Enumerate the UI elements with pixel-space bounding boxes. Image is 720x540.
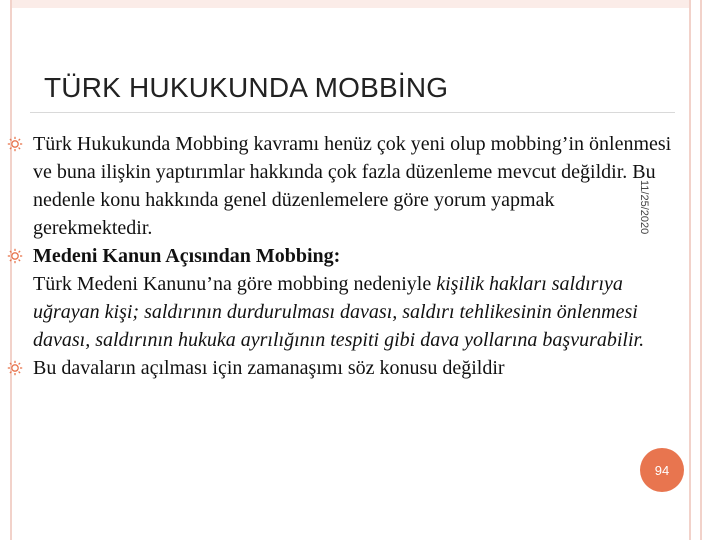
slide-date: 11/25/2020 <box>638 180 650 235</box>
bullet-item-1 <box>33 130 673 242</box>
sun-icon <box>7 360 23 376</box>
sun-icon <box>7 248 23 264</box>
bullet-item-2 <box>33 242 673 354</box>
bullet-text: Türk Medeni Kanunu’na göre mobbing nedeniyle <box>33 273 437 295</box>
bullet-text: Bu davaların açılması için zamanaşımı söz konusu değildir <box>33 357 505 379</box>
right-frame-line <box>689 0 691 540</box>
sun-icon <box>7 136 23 152</box>
bullet-item-3 <box>33 354 673 382</box>
bullet-heading: Medeni Kanun Açısından Mobbing: <box>33 245 341 267</box>
page-number-badge: 94 <box>640 448 684 492</box>
title-divider <box>30 112 675 113</box>
right-frame-line-outer <box>700 0 702 540</box>
left-frame-line <box>10 0 12 540</box>
bullet-italic-text: kişilik hakları saldırıya uğrayan kişi; saldırının durdurulması davası, saldırı tehlikesinin önlenmesi davası, saldırının hukuka ayrılığının tespiti gibi dava yollarına başvurabilir. <box>33 273 645 351</box>
slide-title: TÜRK HUKUKUNDA MOBBİNG <box>44 72 449 103</box>
slide-body <box>33 130 673 382</box>
top-band <box>12 0 689 8</box>
bullet-text: Türk Hukukunda Mobbing kavramı henüz çok yeni olup mobbing’in önlenmesi ve buna ilişkin yaptırımlar hakkında çok fazla düzenleme mevcut değildir. Bu nedenle konu hakkında genel düzenlemelere göre yorum yapmak gerekmektedir. <box>33 133 672 239</box>
